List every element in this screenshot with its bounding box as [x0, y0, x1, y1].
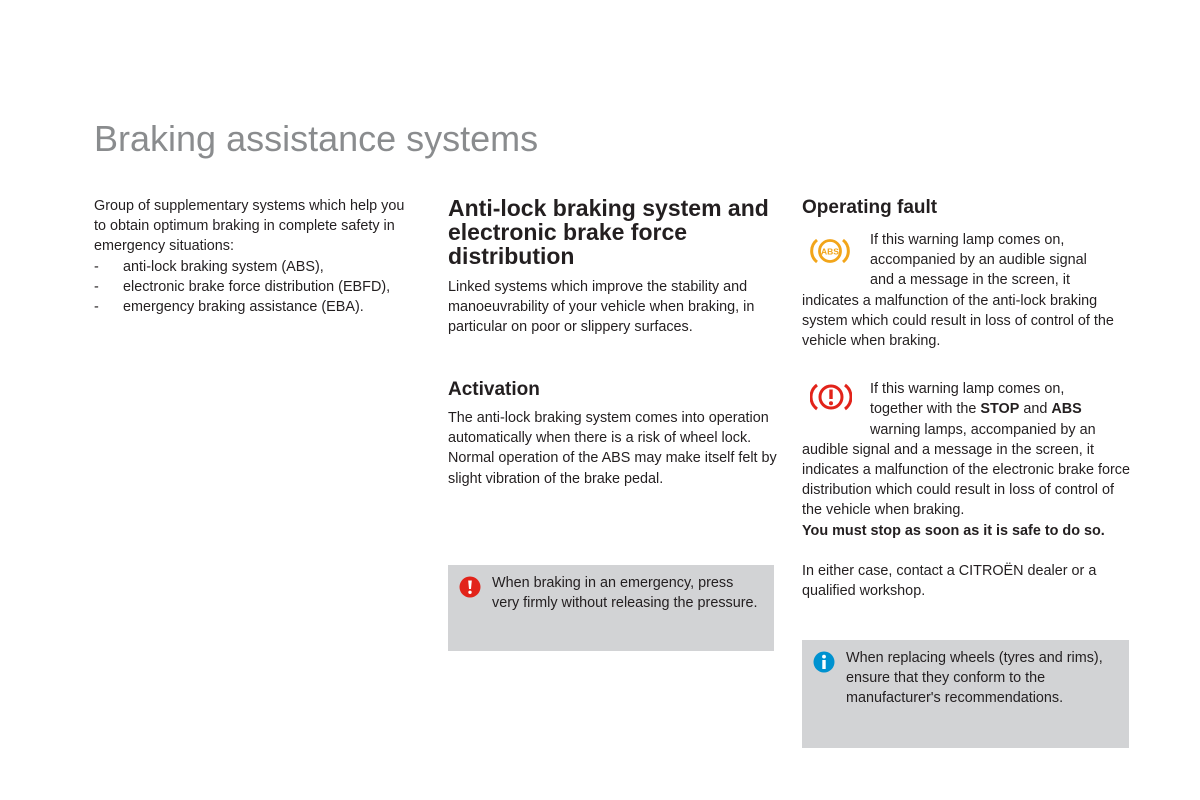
emergency-note-box	[448, 565, 774, 651]
contact-dealer-text: In either case, contact a CITROËN dealer or a qualified workshop.	[802, 563, 1097, 600]
list-item: - emergency braking assistance (EBA).	[94, 297, 414, 317]
emergency-note-text: When braking in an emergency, press very firmly without releasing the pressure.	[492, 575, 758, 612]
brake-lamp-description: audible signal and a message in the screen, it indicates a malfunction of the electronic brake force distribution which could result in loss of control of the vehicle when braking.	[802, 441, 1130, 519]
stop-warning-text: You must stop as soon as it is safe to do so.	[802, 522, 1105, 539]
wheels-note-text: When replacing wheels (tyres and rims), ensure that they conform to the manufacturer's recommendations.	[846, 650, 1103, 707]
operating-fault-heading: Operating fault	[802, 197, 938, 218]
abs-lamp-block: ABS If this warning lamp comes on, accompanied by an audible signal and a message in the screen, it indicates a malfunction of the anti-lock braking system which could result in loss of control of the vehicle when braking.	[802, 230, 1132, 351]
wheels-note-box	[802, 640, 1129, 748]
operating-fault-section	[802, 196, 1132, 541]
info-icon	[813, 651, 835, 678]
page-title: Braking assistance systems	[94, 118, 539, 159]
intro-text: Group of supplementary systems which help you to obtain optimum braking in complete safety in emergency situations:	[94, 198, 405, 255]
list-item: - electronic brake force distribution (EBFD),	[94, 277, 414, 297]
activation-section	[448, 378, 778, 489]
list-bullet: -	[94, 278, 99, 295]
brake-lamp-block: If this warning lamp comes on, together with the STOP and ABS warning lamps, accompanied by an audible signal and a message in the screen, it indicates a malfunction of the electronic brake force distribution which could result in loss of control of the vehicle when braking. You must stop as soon as it is safe to do so.	[802, 379, 1132, 541]
brake-warning-lamp-icon	[810, 381, 852, 419]
abs-lamp-description: indicates a malfunction of the anti-lock braking system which could result in loss of control of the vehicle when braking.	[802, 292, 1114, 350]
activation-text-2: Normal operation of the ABS may make itself felt by slight vibration of the brake pedal.	[448, 450, 777, 487]
abs-lamp-label: ABS	[821, 246, 839, 257]
list-item: - anti-lock braking system (ABS),	[94, 257, 414, 277]
systems-list	[94, 257, 414, 318]
intro-column	[94, 196, 414, 317]
activation-heading: Activation	[448, 379, 540, 400]
activation-text-1: The anti-lock braking system comes into operation automatically when there is a risk of wheel lock.	[448, 410, 769, 447]
list-bullet: -	[94, 258, 99, 275]
warning-icon	[459, 576, 481, 603]
abs-description: Linked systems which improve the stability and manoeuvrability of your vehicle when braking, in particular on poor or slippery surfaces.	[448, 279, 755, 336]
abs-column	[448, 196, 778, 338]
abs-heading: Anti-lock braking system and electronic brake force distribution	[448, 195, 769, 269]
abs-warning-lamp-icon	[810, 236, 850, 272]
list-bullet: -	[94, 299, 99, 316]
